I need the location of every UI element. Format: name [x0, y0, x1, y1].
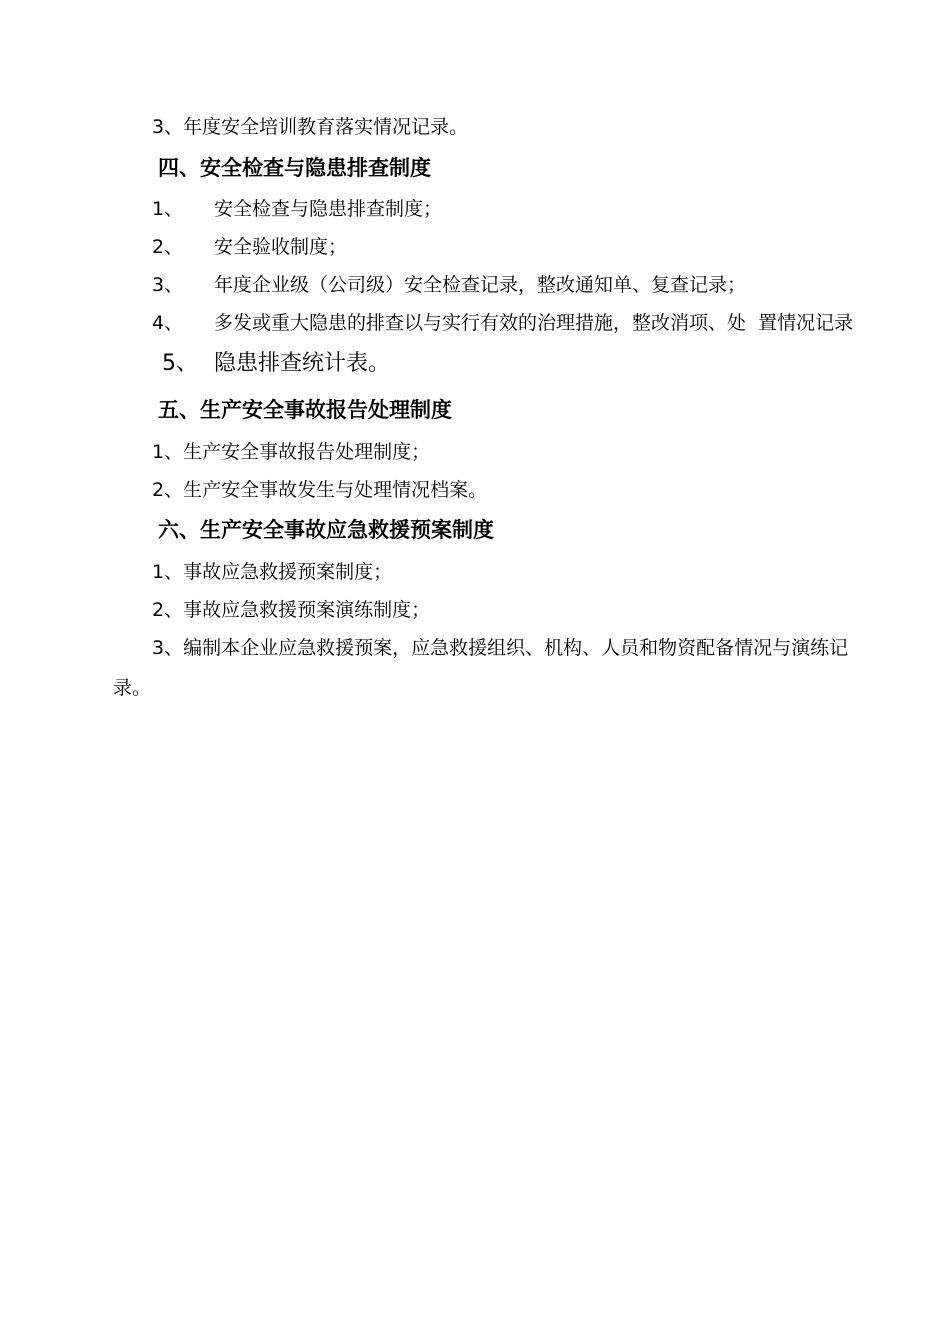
section5-item-2: 2、生产安全事故发生与处理情况档案。 [152, 479, 488, 501]
item-number: 2、 [152, 236, 184, 258]
section6-heading: 六、生产安全事故应急救援预案制度 [158, 518, 494, 542]
section6-item-1: 1、事故应急救援预案制度； [152, 561, 393, 583]
item-number: 1、 [152, 198, 184, 220]
item-number: 3、 [152, 274, 184, 296]
section6-item-3-line-1: 3、编制本企业应急救援预案，应急救援组织、机构、人员和物资配备情况与演练记 [152, 637, 849, 659]
item-text: 安全检查与隐患排查制度； [214, 198, 443, 220]
section4-heading: 四、安全检查与隐患排查制度 [158, 156, 431, 180]
item-number: 5、 [162, 351, 198, 376]
item-text: 年度企业级（公司级）安全检查记录，整改通知单、复查记录； [214, 274, 747, 296]
item-text: 隐患排查统计表。 [214, 351, 391, 376]
item-text: 安全验收制度； [214, 236, 348, 258]
section6-item-3-line-2: 录。 [113, 677, 152, 699]
item-text: 多发或重大隐患的排查以与实行有效的治理措施，整改消项、处 置情况记录 [214, 312, 854, 334]
section5-heading: 五、生产安全事故报告处理制度 [158, 398, 452, 422]
section5-item-1: 1、生产安全事故报告处理制度； [152, 441, 431, 463]
section6-item-2: 2、事故应急救援预案演练制度； [152, 599, 431, 621]
section3-item-3: 3、年度安全培训教育落实情况记录。 [152, 116, 469, 138]
item-number: 4、 [152, 312, 184, 334]
